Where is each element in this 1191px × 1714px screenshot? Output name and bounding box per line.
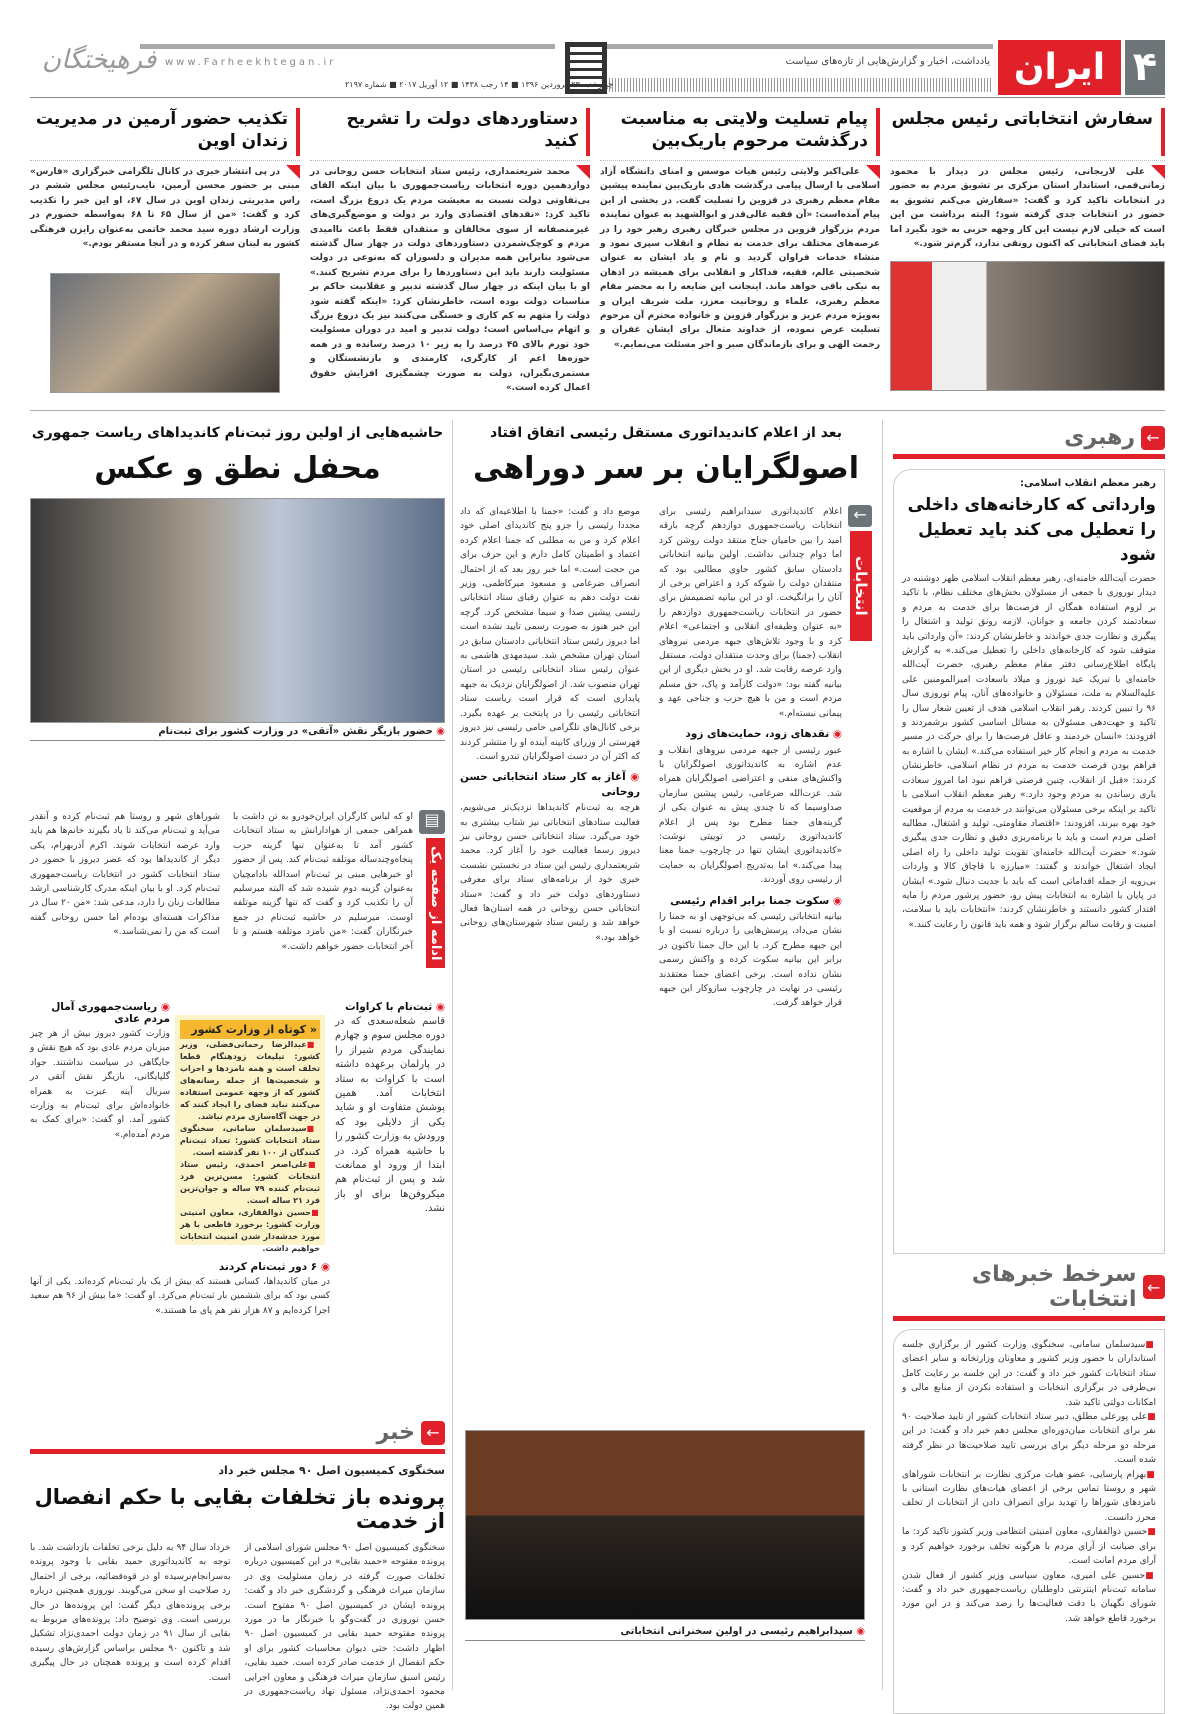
news-body-col2: خرداد سال ۹۴ به دلیل برخی تخلفات بازداشت شد. با توجه به کاندیداتوری حمید بقایی با وجود پرونده به‌سرانجام‌نرسیده او در قوه‌قضائیه، برخی از احتمال رد صلاحیت او سخن می‌گویند. نوروزی همچنین درباره برخی پرونده‌های دیگر گفت: این پرونده‌ها در حال بررسی است. وی توضیح داد: پرونده‌های مربوط به بقایی از سال ۹۱ در زمان دولت احمدی‌نژاد تشکیل شد و تاکنون ۹۰ مجلس براساس گزارش‌های رسیده اقدام کرده است و پرونده همچنان در حال پیگیری است. [30,1543,231,1683]
article-body: در پی انتشار خبری در کانال تلگرامی خبرگزاری «فارس» مبنی بر حضور محسن آرمین، نایب‌رئیس مجلس ششم در راس مدیریتی زندان اوین در سال ۶۷، او این خبر را تکذیب کرد و گفت: «من از سال ۶۵ تا ۶۸ به‌واسطه حضورم در وزارت ارشاد دوره سید محمد خاتمی به‌عنوان رایزن فرهنگی کشور به لبنان سفر کرده و در آنجا مستقر بودم.» [30,167,301,250]
section-label-elections: انتخابات [850,531,872,641]
box-item: ■حسین ذوالفقاری، معاون امنیتی وزارت کشور: برخورد قاطعی با هر مورد خدشه‌دار شدن امنیت انتخابات خواهیم داشت. [180,1208,321,1253]
article-title: سفارش انتخاباتی رئیس مجلس [890,108,1165,156]
arrow-left-icon: ← [421,1421,445,1445]
box-item: ■علی‌اصغر احمدی، رئیس ستاد انتخابات کشور: مسن‌ترین فرد ثبت‌نام کننده ۷۹ ساله و جوان‌ترین فرد ۲۱ ساله است. [180,1160,320,1205]
subhead: ◉ نقدهای زود، حمایت‌های زود [685,728,842,741]
subhead: ◉ ۶ دور ثبت‌نام کردند [218,1261,330,1273]
top-article-1 [890,108,1165,398]
top-article-3 [310,108,590,398]
main-body-col2: موضع داد و گفت: «جمنا با اطلاعیه‌ای که داد مجددا رئیسی را جزو پنج کاندیدای اصلی خود اعلام کرد و من به مطلبی که جمنا اعلام کرده اعتماد و اطمینان کامل دارم و این حرف برای من حجت است.» اما خبر روز بعد که از احتمال انصراف ضرغامی و مسعود میرکاظمی، وزیر نفت دولت دهم به عنوان رقبای ستاد انتخاباتی رئیسی پیشین صدا و سیما مشخص کرد. گرچه این خبر هنوز به صورت رسمی تایید نشده است اما دیروز رئیس ستاد انتخاباتی دادستان سابق در استان تهران مشخص شد. سیدمهدی هاشمی به عنوان رئیس ستاد انتخاباتی رئیسی در استان تهران منصوب شد. از اصولگرایان نزدیک به جبهه پایداری است که قرار است ریاست ستاد انتخاباتی رئیسی را در پایتخت بر عهده بگیرد. برخی کانال‌های تلگرامی حامی رئیسی نیز دیروز فهرستی از وزرای کابینه آینده او را منتشر کردند که اکثر آن در دست اصولگرایان تندرو است. ◉ آغاز به کار ستاد انتخاباتی حسن روحانی هرچه به ثبت‌نام کاندیداها نزدیک‌تر می‌شویم، فعالیت ستادهای انتخاباتی نیز شتاب بیشتری به خود می‌گیرد. ستاد انتخاباتی حسن روحانی نیز دیروز رسما فعالیت خود را آغاز کرد. محمد شریعتمداری رئیس این ستاد در نخستین نشست خبری خود از برنامه‌های ستاد برای معرفی دستاوردهای دولت خبر داد و گفت: «ستاد انتخاباتی حسن روحانی در همه استان‌ها فعال خواهد شد و رئیس ستاد شهرستان‌های روحانی خواهد بود.» [460,507,640,943]
subhead: ◉ ریاست‌جمهوری آمال مردم عادی [51,1001,170,1025]
arrow-left-icon: ← [848,505,872,527]
double-chevron-icon: « [306,1023,317,1036]
article-title: تکذیب حضور آرمین در مدیریت زندان اوین [30,108,300,156]
headline-item: ■بهرام پارسایی، عضو هیات مرکزی نظارت بر انتخابات شوراهای شهر و روستا تماس برخی از اعضای هیات‌های نظارت استانی با نامزدهای شوراها را تهدید برای انصراف دادن از انتخابات از تخلف محرز دانست. [902,1469,1156,1523]
main-article [460,425,872,1695]
leader-title: وارداتی که کارخانه‌های داخلی را تعطیل می کند باید تعطیل شود [907,495,1156,565]
news-title: پرونده باز تخلفات بقایی با حکم انفصال از خدمت [34,1485,445,1533]
section-header-news: ← خبر [30,1420,445,1454]
article-title: دستاوردهای دولت را تشریح کنید [310,108,590,156]
top-article-4 [30,108,300,398]
side-title: محفل نطق و عکس [94,451,381,486]
page-number: ۴ [1125,40,1165,95]
section-header-leader: ← رهبری [893,425,1165,459]
main-body-col1: اعلام کاندیداتوری سیدابراهیم رئیسی برای انتخابات ریاست‌جمهوری دوازدهم گرچه بارقه امید را بین حامیان جناح منتقد دولت روشن کرد اما دوام چندانی نداشت. اولین بیانیه انتخاباتی دادستان سابق کشور حاوی مطالبی بود که منتقدان دولت را شوکه کرد و اعتراض برخی از آنان را برانگیخت. او در این بیانیه تصمیمش برای حضور در انتخابات ریاست‌جمهوری دوازدهم را «به عنوان وظیفه‌ای انقلابی و اجتماعی» اعلام کرد و با وجود تلاش‌های جبهه مردمی نیروهای انقلاب (جمنا) برای وحدت منتقدان دولت، مستقل وارد عرصه رقابت شد. او در بخش دیگری از این بیانیه گفته بود: «دولت کارآمد و پاک، حق مسلم مردم است و من با هیچ حزب و جناحی عهد و پیمانی نبسته‌ام.» ◉ نقدهای زود، حمایت‌های زود عبور رئیسی از جبهه مردمی نیروهای انقلاب و عدم اشاره به کاندیداتوری اصولگرایان با واکنش‌های منفی و اعتراضی اصولگرایان همراه شد. عزت‌الله ضرغامی، رئیس پیشین سازمان صداوسیما که تا چندی پیش به عنوان یکی از گزینه‌های جمنا مطرح بود پس از اعلام کاندیداتوری رئیسی در توییتی نوشت: «کاندیداتوری ایشان تنها در چارچوب جمنا معنا پیدا می‌کند.» اما به‌تدریج اصولگرایان به حمایت از رئیسی روی آوردند. ◉ سکوت جمنا برابر اقدام رئیسی بیانیه انتخاباتی رئیسی که بی‌توجهی او به جمنا را نشان می‌داد، پرسش‌هایی را درباره نسبت او با این جبهه مطرح کرد. با این حال جمنا تاکنون در برابر این بیانیه سکوت کرده و واکنش رسمی نشان نداده است. برخی اعضای جمنا معتقدند رئیسی در نهایت در چارچوب سازوکار این جبهه قرار خواهد گرفت. [659,507,842,1009]
box-item: ■سیدسلمان سامانی، سخنگوی ستاد انتخابات کشور: تعداد ثبت‌نام کنندگان از ۱۰۰ نفر گذشته است. [180,1124,321,1157]
photo-caption: ◉ حضور بازیگر نقش «آتقی» در وزارت کشور برای ثبت‌نام [30,723,445,741]
page-tagline: یادداشت، اخبار و گزارش‌هایی از تازه‌های سیاست [785,56,990,67]
main-title: اصولگرایان بر سر دوراهی [472,451,860,486]
registration-photo [30,498,445,723]
continued-icon: ▤ [419,810,445,834]
brand-logo: فرهیختگان [42,45,157,75]
headline-item: ■علی پورعلی مطلق، دبیر ستاد انتخابات کشور از تایید صلاحیت ۹۰ نفر برای انتخابات میان‌دوره‌ای مجلس دهم خبر داد و گفت: در این مرحله دو مرحله دیگر برای بررسی تایید صلاحیت‌ها در نظر گرفته شده است. [902,1412,1156,1466]
subhead: ◉ سکوت جمنا برابر اقدام رئیسی [670,894,842,907]
arrow-left-icon: ← [1143,1275,1166,1299]
top-article-2 [600,108,880,398]
larijani-photo [890,261,1165,391]
side-col3: ◉ ثبت‌نام با کراوات قاسم شعله‌سعدی که در دوره مجلس سوم و چهارم نمایندگی مردم شیراز را در پارلمان برعهده داشته است با کراوات به ستاد انتخابات آمد. همین پوشش متفاوت او و شاید یکی از دلایلی بود که ورودش به وزارت کشور را با حاشیه همراه کرد. در ابتدا از ورود او ممانعت شد و پس از ثبت‌نام هم میکروفن‌ها برای او باز نشد. [335,1001,445,1215]
subhead: ◉ ثبت‌نام با کراوات [345,1001,445,1013]
news-body-col1: سخنگوی کمیسیون اصل ۹۰ مجلس شورای اسلامی از پرونده مفتوحه «حمید بقایی» در این کمیسیون درباره تخلفات صورت گرفته در زمان مسئولیت وی در سازمان میراث فرهنگی و گردشگری خبر داد و گفت: پرونده ایشان در کمیسیون اصل ۹۰ مفتوح است. حسن نوروزی در گفت‌وگو با خبرنگار ما در مورد پرونده مفتوحه حمید بقایی در کمیسیون اصل ۹۰ اظهار داشت: حتی دیوان محاسبات کشور برای او حکم انفصال از خدمت صادر کرده است. حمید بقایی، رئیس اسبق سازمان میراث فرهنگی و معاون اجرایی محمود احمدی‌نژاد، مسئول نهاد ریاست‌جمهوری در همین دولت بود. [244,1543,445,1712]
side-body-col2: شوراهای شهر و روستا هم ثبت‌نام کرده و آنقدر می‌آید و ثبت‌نام می‌کند تا یاد بگیرند خانم‌ها هم باید وارد عرصه انتخابات شوند. اکرم آذربهرام، یکی دیگر از کاندیداها بود که عصر دیروز با حضور در ستاد انتخابات کشور در انتخابات ریاست‌جمهوری ثبت‌نام کرد. او با بیان اینکه مدرک کارشناسی ارشد مطالعات زنان را دارد، مدعی شد: «من ۲۰ سال در مذاکرات هسته‌ای بوده‌ام اما حسن روحانی گفته است که من را نمی‌شناسد.» [30,812,220,938]
headline-item: ■حسین ذوالفقاری، معاون امنیتی انتظامی وزیر کشور تاکید کرد: ما برای صیانت از آرای مردم با هرگونه تخلف برخورد خواهیم کرد و آرای مردم امانت است. [902,1527,1156,1567]
interior-ministry-box [175,1015,325,1253]
photo-caption: ◉ سیدابراهیم رئیسی در اولین سخنرانی انتخاباتی [465,1623,865,1641]
armin-photo [50,273,280,393]
leader-body: حضرت آیت‌الله خامنه‌ای، رهبر معظم انقلاب اسلامی ظهر دوشنبه در دیدار نوروزی با جمعی از مسئولان بخش‌های مختلف نظام، با تاکید بر لزوم استفاده همگان از فرصت‌ها برای خدمت به مردم و سعادتمند کردن جامعه و جوانان، لازمه رونق تولید و اشتغال را پیگیری و نظارت جدی خواندند و خاطرنشان کردند: «آن وارداتی باید متوقف شود که کارخانه‌های داخلی را تعطیل می‌کند.» به گزارش پایگاه اطلاع‌رسانی دفتر مقام معظم رهبری، حضرت آیت‌الله خامنه‌ای با تبریک عید نوروز و میلاد باسعادت امیرالمومنین علی علیه‌السلام به ملت، مسئولان و خانواده‌های آنان، پیام نوروزی سال ۹۶ را تبیین کردند. رهبر انقلاب اسلامی هدف از تعیین شعار سال را تاکید و جهت‌دهی مسئولان به مسائل اساسی کشور برشمردند و افزودند: «انسان خردمند و عاقل فرصت‌ها را برای حرکت در مسیر خدمت به مردم و انجام کار خیر استفاده می‌کند.» ایشان با اشاره به فراهم بودن فرصت خدمت به مردم در نظام اسلامی، خاطرنشان کردند: «قبل از انقلاب، چنین فرصتی فراهم نبود اما امروز سعادت یاری رساندن به مردم وجود دارد.» رهبر معظم انقلاب اسلامی با تاکید بر اینکه برخی مسئولان می‌توانند در خدمت به مردم از موقعیت خود بهره ببرند، افزودند: «اقتصاد مقاومتی، تولید و اشتغال، مطالبه اصلی مردم است و باید با برنامه‌ریزی دقیق و نظارت جدی پیگیری شود.» حضرت آیت‌الله خامنه‌ای تقویت تولید داخلی را راه اصلی ایجاد اشتغال خواندند و گفتند: «مبارزه با قاچاق کالا و واردات بی‌رویه از جمله اقداماتی است که باید با جدیت دنبال شود.» ایشان در پایان با اشاره به انتخابات پیش رو، حضور پرشور مردم را مایه اقتدار کشور دانستند و خاطرنشان کردند: «انتخابات باید با سلامت، امنیت و رقابت سالم برگزار شود و همه باید قانون را رعایت کنند.» [902,574,1156,930]
side-article [30,425,445,1415]
leader-kicker: رهبر معظم انقلاب اسلامی: [1019,478,1156,489]
article-body: محمد شریعتمداری، رئیس ستاد انتخابات حسن روحانی در دوازدهمین دوره انتخابات ریاست‌جمهوری با بیان اینکه القای بی‌تفاوتی دولت نسبت به معیشت مردم یک دروغ بزرگ است، تاکید کرد: «نقدهای اقتصادی وارد بر دولت و موضع‌گیری‌های غیرمنصفانه از سوی مخالفان و منتقدان فقط باعث ناامیدی مردم و کوچک‌شمردن دستاوردهای دولت در چهار سال گذشته می‌شود بنابراین همه مدیران و دلسوزان که به‌نوعی در دولت مسئولیت دارند باید این دستاوردها را برای مردم تشریح کنند.» او با بیان اینکه در چهار سال گذشته تدبیر و عقلانیت حاکم بر مناسبات دولت بوده است، خاطرنشان کرد: «اینکه گفته شود دولت را متهم به کم کاری و خستگی می‌کنند نیز یک دروغ بزرگ و اتهام بی‌اساس است؛ دولت تدبیر و امید در دوران مسئولیت خود تورم بالای ۴۵ درصد را به زیر ۱۰ درصد رسانده و در همه حوزه‌ها اعم از کارگری، کارمندی و بازنشستگان و مستمری‌بگیران، دولت به صورت چشمگیری افزایش حقوق اعمال کرده است.» [310,167,591,394]
election-headlines-section [893,1262,1165,1692]
side-body-col1: او که لباس کارگران ایران‌خودرو به تن داشت با همراهی جمعی از هوادارانش به ستاد انتخابات کشور آمد تا به‌عنوان تنها گزینه حزب پنجاه‌وچندساله موتلفه ثبت‌نام کند. پس از حضور او خبرهایی مبنی بر ثبت‌نام اسدالله بادامچیان به‌عنوان گزینه دوم شنیده شد که البته میرسلیم آن را تکذیب کرد و گفت که تنها گزینه موتلفه اوست. میرسلیم در حاشیه ثبت‌نام در جمع خبرنگاران گفت: «من نامزد موتلفه هستم و تا آخر انتخابات حضور خواهم داشت.» [233,812,413,952]
continued-from-front-label: ادامه از صفحه یک [426,838,445,968]
article-title: پیام تسلیت ولایتی به مناسبت درگذشت مرحوم باریک‌بین [600,108,880,156]
masthead [30,40,1165,98]
newspaper-logo: ایران [998,40,1121,95]
subhead: ◉ آغاز به کار ستاد انتخاباتی حسن روحانی [460,771,640,798]
article-body: علی‌اکبر ولایتی رئیس هیات موسس و امنای دانشگاه آزاد اسلامی با ارسال پیامی درگذشت هادی باریک‌بین نماینده پیشین مقام معظم رهبری در قزوین را تسلیت گفت. در بخشی از این پیام آمده‌است: «آن فقیه عالی‌قدر و ابوالشهید به عنوان نماینده مردم بزرگوار قزوین در مجلس خبرگان رهبری رهبر خود را در عرصه‌های مختلف برای خدمت به نظام و انقلاب سپری نمود و منشاء خدمات فراوان گردید و نام و یاد ایشان به عنوان شخصیتی عالم، فقیه، فداکار و انقلابی برای همیشه در اذهان به نیکی باقی خواهد ماند. اینجانب این ضایعه را به محضر مقام معظم رهبری، علماء و روحانیت معزز، ملت شریف ایران و به‌ویژه مردم عزیز و بزرگوار قزوین و خانواده محترم آن مرحوم تسلیت عرض نموده، از خداوند متعال برای ایشان غفران و رحمت الهی و برای بازماندگان صبر و اجر مسئلت می‌نمایم.» [600,167,880,350]
arrow-left-icon: ← [1141,426,1165,450]
news-section [30,1420,445,1712]
article-body: علی لاریجانی، رئیس مجلس در دیدار با محمود زمانی‌قمی، استاندار استان مرکزی بر تشویق مردم به حضور در انتخابات تاکید کرد و گفت: «سفارش می‌کنم تشویق به حضور در انتخابات جدی گرفته شود؛ البته برداشت من این است که خیلی لازم نیست این کار وجهه حزبی به خود بگیرد اما باید فضای انتخاباتی که اکنون رونقی ندارد، گرم‌تر شود.» [890,167,1165,250]
box-title: « کوتاه از وزارت کشور [180,1020,320,1039]
side-col4: ◉ ریاست‌جمهوری آمال مردم عادی وزارت کشور دیروز بیش از هر چیز میزبان مردم عادی بود که هیچ نقش و جایگاهی در سیاست نداشتند. جواد گلپایگانی، بازیگر نقش آتقی در سریال آینه عبرت به همراه خانواده‌اش برای ثبت‌نام به وزارت کشور آمد. او گفت: «برای کمک به مردم آمده‌ام.» [30,1001,170,1140]
headline-item: ■سیدسلمان سامانی، سخنگوی وزارت کشور از برگزاری جلسه استانداران با حضور وزیر کشور و معاونان وزارتخانه و سایر اعضای ستاد انتخابات کشور خبر داد و گفت: در این جلسه بر رعایت کامل بی‌طرفی در برگزاری انتخابات و استفاده نکردن از منابع مالی و امکانات دولتی تاکید شد. [902,1340,1156,1408]
side-col5: ◉ ۶ دور ثبت‌نام کردند در میان کاندیداها، کسانی هستند که بیش از یک بار ثبت‌نام کرده‌اند. یکی از آنها کسی بود که برای ششمین بار ثبت‌نام می‌کرد. او گفت: «ما بیش از ۹۶ هم سعید اجرا کرده‌ایم و ۸۷ هزار نفر هم پای ما هستند.» [30,1261,331,1316]
headline-item: ■حسین علی امیری، معاون سیاسی وزیر کشور از فعال شدن سامانه ثبت‌نام اینترنتی داوطلبان ریاست‌جمهوری خبر داد و گفت: شورای نگهبان با دقت فعالیت‌ها را رصد می‌کند و در این مورد برخورد قاطع خواهد شد. [902,1570,1156,1624]
section-header-headlines: ← سرخط خبرهای انتخابات [893,1262,1165,1321]
main-kicker: بعد از اعلام کاندیداتوری مستقل رئیسی اتفاق افتاد [490,425,842,441]
leader-section [893,425,1165,1255]
news-kicker: سخنگوی کمیسیون اصل ۹۰ مجلس خبر داد [218,1464,445,1477]
website-url[interactable]: www.Farheekhtegan.ir [165,57,337,68]
dateline: چهارشنبه ۲۳ فروردین ۱۳۹۶ ■ ۱۴ رجب ۱۴۳۸ ■ ۱۲ آوریل ۲۰۱۷ ■ شماره ۲۱۹۷ [345,80,614,89]
box-item: ■عبدالرضا رحمانی‌فضلی، وزیر کشور: تبلیغات زودهنگام قطعا تخلف است و همه نامزدها و احزاب و شخصیت‌ها از جمله رسانه‌های کشور که از وجهه عمومی استفاده می‌کنند نباید فضای را ایجاد کنند که در جهت آگاه‌سازی مردم نباشد. [180,1040,321,1121]
raisi-photo [465,1430,865,1620]
side-kicker: حاشیه‌هایی از اولین روز ثبت‌نام کاندیداهای ریاست جمهوری [31,425,444,441]
